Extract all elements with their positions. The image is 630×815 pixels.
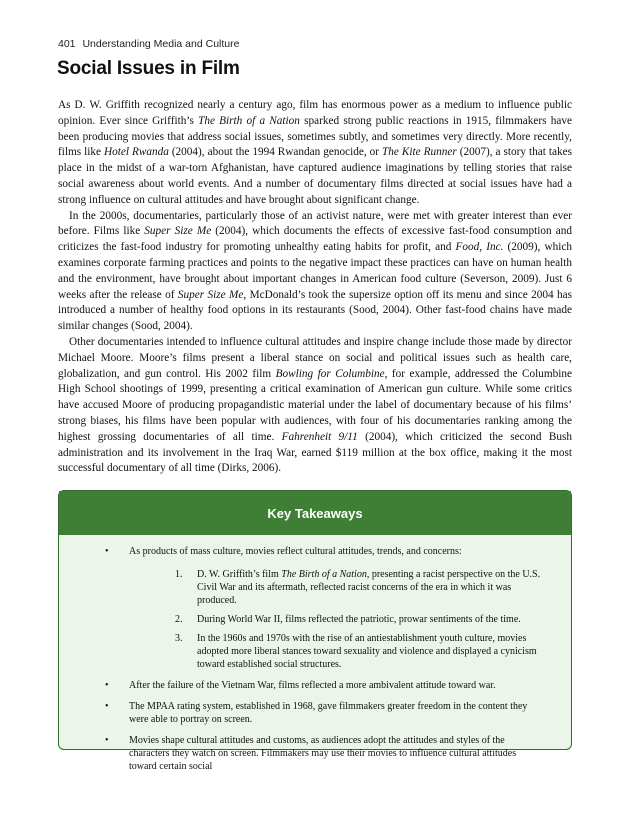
body-text [58,98,572,477]
takeaway-bullet-3 [109,700,541,726]
paragraph-1: As D. W. Griffith recognized nearly a century ago, film has enormous power as a medium to influence public opinion. Ever since Griffith’s The Birth of a Nation sparked strong public reactions in 1915, filmmakers have been producing movies that address social issues, sometimes subtly, and sometimes very directly. More recently, films like Hotel Rwanda (2004), about the 1994 Rwandan genocide, or The Kite Runner (2007), a story that takes place in the midst of a war-torn Afghanistan, have captured audience imaginations by telling stories that raise social awareness about world events. And a number of documentary films directed at social issues have had a strong influence on cultural attitudes and have brought about significant change. [58,99,572,206]
takeaway-bullet-1 [109,545,541,671]
item-text: In the 1960s and 1970s with the rise of an antiestablishment youth culture, movies adopted more liberal stances toward sexuality and violence and displayed a cynicism toward established social structures. [197,633,537,670]
italic-title: Food, Inc. [455,241,504,254]
takeaway-bullet-4 [109,734,541,773]
paragraph-2: In the 2000s, documentaries, particularly those of an activist nature, were met with greater interest than ever before. Films like Super Size Me (2004), which documents the effects of excessive fast-food consumption and criticizes the fast-food industry for promoting unhealthy eating habits for profit, and Food, Inc. (2009), which examines corporate farming practices and points to the negative impact these practices can have on human health and the environment, have brought about important changes in American food culture (Severson, 2009). Just 6 weeks after the release of Super Size Me, McDonald’s took the supersize option off its menu and since 2004 has introduced a number of healthy food options in its restaurants (Sood, 2004). Other fast-food chains have made similar changes (Sood, 2004). [58,209,573,333]
takeaway-text: • As products of mass culture, movies reflect cultural attitudes, trends, and concerns: [129,546,462,557]
item-number: 3. [175,633,183,644]
italic-title: Fahrenheit 9/11 [281,430,358,443]
numbered-item-3 [129,632,541,671]
item-text: D. W. Griffith’s film The Birth of a Nation, presenting a racist perspective on the U.S. Civil War and its aftermath, reflected racist concerns of the era in which it was produced. [197,569,541,606]
italic-title: Super Size Me [144,225,212,238]
italic-title: The Birth of a Nation [198,114,300,127]
key-takeaways-box [58,490,572,772]
takeaway-text: • After the failure of the Vietnam War, films reflected a more ambivalent attitude toward war. [129,680,496,691]
takeaway-bullet-2 [109,679,541,692]
running-title: Understanding Media and Culture [82,38,240,50]
numbered-list [129,568,541,671]
page-number: 401 [58,38,76,50]
takeaway-text: • The MPAA rating system, established in 1968, gave filmmakers greater freedom in the content they were able to portray on screen. [129,701,528,725]
section-title: Social Issues in Film [57,58,240,79]
item-number: 2. [175,614,183,625]
item-number: 1. [175,569,183,580]
italic-title: Hotel Rwanda [103,146,169,159]
italic-title: Super Size Me [177,288,244,301]
numbered-item-1 [129,568,541,607]
paragraph-3: Other documentaries intended to influence cultural attitudes and inspire change include those made by director Michael Moore. Moore’s films present a liberal stance on social and political issues such as health care, globalization, and gun control. His 2002 film Bowling for Columbine, for example, addressed the Columbine High School shootings of 1999, presenting a critical examination of American gun culture. While some critics have accused Moore of producing propagandistic material under the label of documentary because of his films’ strong biases, his films have been popular with audiences, with four of his documentaries ranking among the highest grossing documentaries of all time. Fahrenheit 9/11 (2004), which criticized the second Bush administration and its involvement in the Iraq War, earned $119 million at the box office, making it the most successful documentary of all time (Dirks, 2006). [58,335,572,475]
italic-title: The Birth of a Nation [281,569,367,580]
item-text: During World War II, films reflected the patriotic, prowar sentiments of the time. [197,614,521,625]
key-takeaways-heading: Key Takeaways [59,491,571,535]
numbered-item-2 [129,613,541,626]
takeaway-text: • Movies shape cultural attitudes and customs, as audiences adopt the attitudes and styles of the characters they watch on screen. Filmmakers may use their movies to influence cultural attitudes toward certain social [129,735,517,772]
running-header [58,38,239,50]
italic-title: Bowling for Columbine [275,367,385,380]
italic-title: The Kite Runner [382,146,457,159]
key-takeaways-list [59,535,571,773]
